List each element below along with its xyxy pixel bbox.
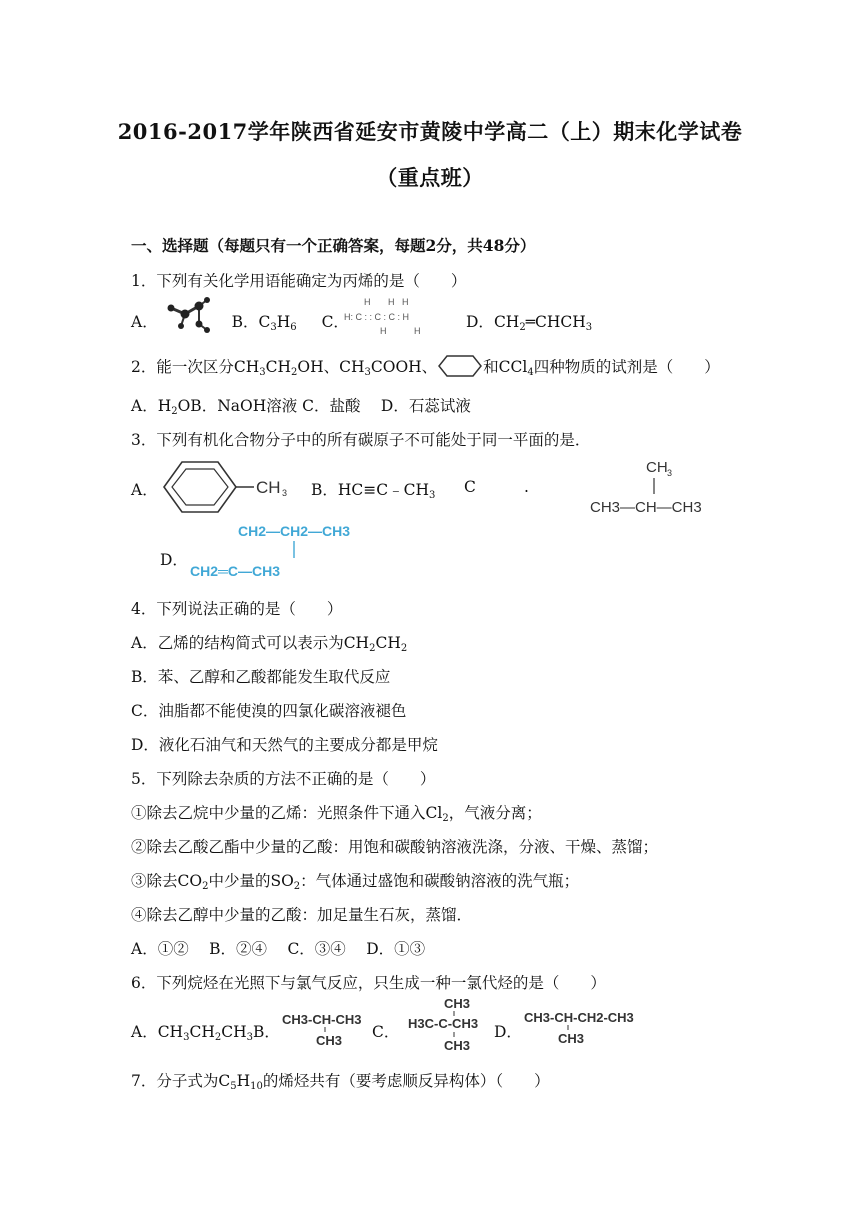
svg-text:CH3: CH3 [558, 1031, 585, 1046]
question-6-stem: 6．下列烷烃在光照下与氯气反应，只生成一种一氯代烃的是（ ） [131, 974, 606, 992]
q6-option-b-structure [280, 1006, 372, 1050]
section-heading: 一、选择题（每题只有一个正确答案，每题2分，共48分） [131, 236, 536, 255]
q1-option-d: D．$CH_2═CHCH_3$ [466, 313, 593, 333]
q1-option-a-label: A． [131, 313, 158, 331]
q6-option-c-structure [406, 994, 496, 1054]
svg-text:CH: CH [646, 459, 668, 476]
svg-text:CH3: CH3 [316, 1033, 343, 1048]
svg-text:H3C-C-CH3: H3C-C-CH3 [408, 1016, 479, 1031]
question-5-stem: 5．下列除去杂质的方法不正确的是（ ） [131, 770, 436, 788]
q6-option-c-label: C． [372, 1023, 400, 1041]
svg-text:H: H [380, 326, 387, 336]
question-1-stem: 1．下列有关化学用语能确定为丙烯的是（ ） [131, 272, 467, 290]
svg-text:H: H [414, 326, 421, 336]
ball-stick-model-icon [163, 296, 213, 336]
q1-option-c-label: C． [321, 313, 349, 331]
question-1-options: A． B．$C_3H_6$ C． [131, 310, 349, 336]
svg-text:H: H [388, 297, 395, 307]
q5-item-1: ①除去乙烷中少量的乙烯：光照条件下通入$Cl_2$，气液分离； [131, 804, 542, 824]
svg-text:H: H [402, 297, 409, 307]
q6-option-a: A．$CH_3CH_2CH_3B$． [131, 1023, 280, 1043]
question-3-stem: 3．下列有机化合物分子中的所有碳原子不可能处于同一平面的是． [131, 431, 591, 449]
svg-text:CH3-CH-CH2-CH3: CH3-CH-CH2-CH3 [524, 1010, 634, 1025]
q3-option-d-label: D． [160, 551, 188, 569]
page-title: 2016-2017学年陕西省延安市黄陵中学高二（上）期末化学试卷 [117, 119, 743, 144]
q3-option-b: B．$HC\equiv C﹣CH_3$ [311, 481, 436, 501]
electron-dot-structure [340, 296, 450, 336]
svg-text:H: C : : C : C : H: H: C : : C : C : H [344, 312, 410, 322]
question-2-stem: 2．能一次区分$CH_3CH_2OH$、$CH_3COOH$、 和CCl$_4$四种物质的试剂是（ ） [131, 355, 720, 379]
svg-text:CH3: CH3 [444, 1038, 471, 1053]
q5-item-2: ②除去乙酸乙酯中少量的乙酸：用饱和碳酸钠溶液洗涤，分液、干燥、蒸馏； [131, 838, 659, 856]
q5-item-4: ④除去乙醇中少量的乙酸：加足量生石灰，蒸馏． [131, 906, 473, 924]
toluene-structure [158, 458, 298, 516]
svg-text:CH3-CH-CH3: CH3-CH-CH3 [282, 1012, 362, 1027]
svg-text:CH: CH [256, 478, 281, 497]
question-4-stem: 4．下列说法正确的是（ ） [131, 600, 343, 618]
svg-text:3: 3 [667, 468, 673, 478]
question-7-stem: 7．分子式为$C_5H_{10}$的烯烃共有（要考虑顺反异构体）（ ） [131, 1072, 550, 1092]
page-subtitle: （重点班） [376, 165, 484, 190]
q1-option-b-label: B． [231, 313, 259, 331]
q4-option-c: C．油脂都不能使溴的四氯化碳溶液褪色 [131, 702, 407, 720]
q5-item-3: ③除去$CO_2$中少量的$SO_2$：气体通过盛饱和碳酸钠溶液的洗气瓶； [131, 872, 580, 892]
svg-text:CH3—CH—CH3: CH3—CH—CH3 [590, 499, 702, 516]
svg-text:CH2═C—CH3: CH2═C—CH3 [190, 563, 281, 579]
q4-option-b: B．苯、乙醇和乙酸都能发生取代反应 [131, 668, 391, 686]
hexagon-ring-icon [437, 353, 483, 379]
q3-option-c-label: C [464, 478, 476, 496]
q6-option-d-label: D． [494, 1023, 522, 1041]
svg-text:3: 3 [282, 488, 288, 498]
svg-text:CH2—CH2—CH3: CH2—CH2—CH3 [238, 523, 351, 539]
isobutane-structure [588, 456, 738, 522]
methylpropene-structure [188, 520, 388, 582]
q3-option-c-dot: . [524, 478, 529, 496]
question-2-options: A．$H_2OB$．NaOH溶液 C．盐酸 D．石蕊试液 [131, 397, 471, 417]
svg-text:H: H [364, 297, 371, 307]
q3-option-a-label: A． [131, 481, 158, 499]
svg-text:CH3: CH3 [444, 996, 471, 1011]
q6-option-d-structure [522, 1004, 662, 1048]
q4-option-d: D．液化石油气和天然气的主要成分都是甲烷 [131, 736, 438, 754]
q5-options: A．①② B．②④ C．③④ D．①③ [131, 940, 426, 958]
q4-option-a: A．乙烯的结构简式可以表示为$CH_2CH_2$ [131, 634, 408, 654]
